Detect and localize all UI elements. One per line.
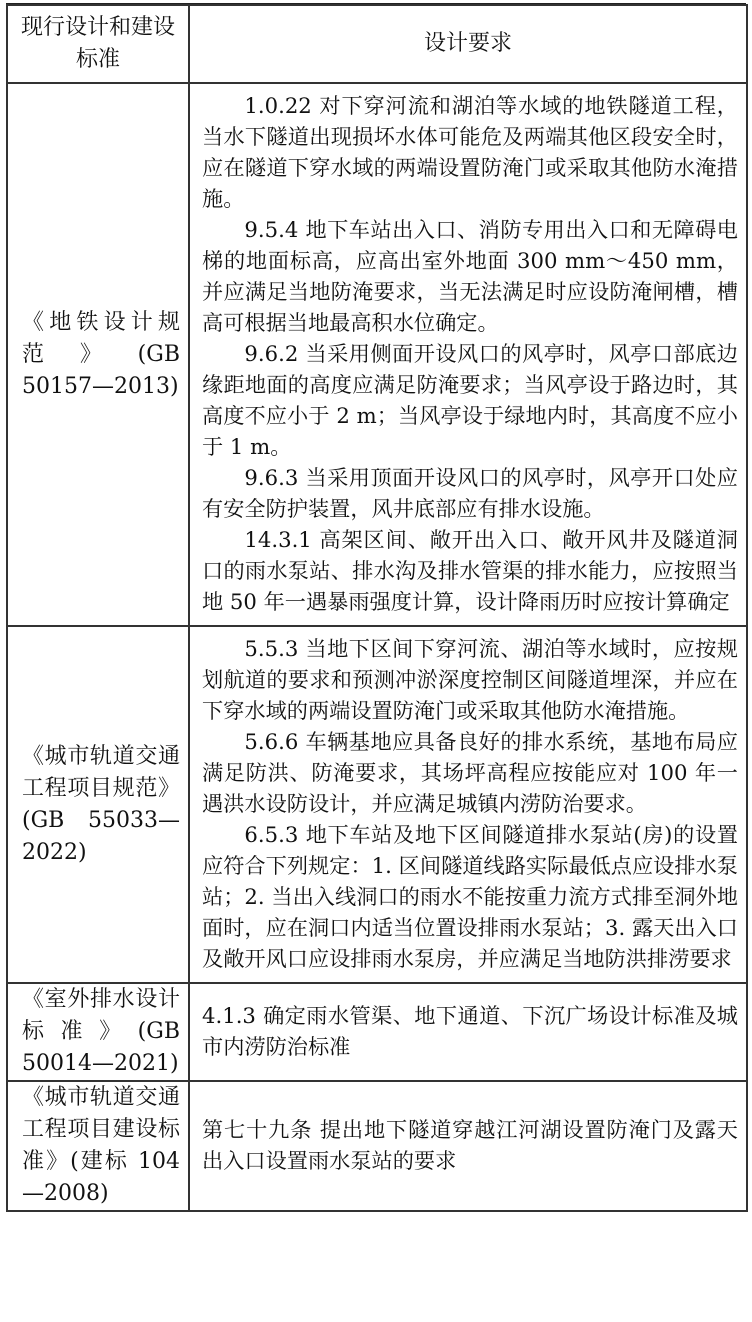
design-standards-table — [6, 4, 748, 1212]
requirement-clause: 4.1.3 确定雨水管渠、地下通道、下沉广场设计标准及城市内涝防治标准 — [202, 1003, 738, 1059]
requirement-clause: 5.5.3 当地下区间下穿河流、湖泊等水域时，应按规划航道的要求和预测冲淤深度控制区间隧道埋深，并应在下穿水域的两端设置防淹门或采取其他防水淹措施。 — [202, 636, 738, 723]
requirement-cell — [189, 1081, 747, 1211]
standard-cell: 《地铁设计规范》(GB 50157—2013) — [7, 83, 189, 626]
requirement-clause: 1.0.22 对下穿河流和湖泊等水域的地铁隧道工程，当水下隧道出现损坏水体可能危及两端其他区段安全时，应在隧道下穿水域的两端设置防淹门或采取其他防水淹措施。 — [202, 93, 738, 211]
standard-cell: 《城市轨道交通工程项目规范》(GB 55033—2022) — [7, 626, 189, 983]
requirement-cell — [189, 983, 747, 1081]
requirement-clause: 14.3.1 高架区间、敞开出入口、敞开风井及隧道洞口的雨水泵站、排水沟及排水管渠的排水能力，应按照当地 50 年一遇暴雨强度计算，设计降雨历时应按计算确定 — [202, 527, 738, 614]
requirement-clause: 5.6.6 车辆基地应具备良好的排水系统，基地布局应满足防洪、防淹要求，其场坪高程应按能应对 100 年一遇洪水设防设计，并应满足城镇内涝防治要求。 — [202, 729, 738, 816]
requirement-cell — [189, 626, 747, 983]
requirement-cell — [189, 83, 747, 626]
standard-cell: 《城市轨道交通工程项目建设标准》(建标 104—2008) — [7, 1081, 189, 1211]
requirement-clause: 9.6.3 当采用顶面开设风口的风亭时，风亭开口处应有安全防护装置，风井底部应有排水设施。 — [202, 465, 738, 521]
table-row — [7, 1081, 747, 1211]
requirement-clause: 第七十九条 提出地下隧道穿越江河湖设置防淹门及露天出入口设置雨水泵站的要求 — [202, 1117, 738, 1173]
requirement-clause: 9.5.4 地下车站出入口、消防专用出入口和无障碍电梯的地面标高，应高出室外地面 300 mm～450 mm，并应满足当地防淹要求，当无法满足时应设防淹闸槽，槽高可根据当地最高积水位确定。 — [202, 217, 738, 335]
header-requirement: 设计要求 — [189, 5, 747, 83]
requirement-clause: 9.6.2 当采用侧面开设风口的风亭时，风亭口部底边缘距地面的高度应满足防淹要求；当风亭设于路边时，其高度不应小于 2 m；当风亭设于绿地内时，其高度不应小于 1 m。 — [202, 341, 738, 459]
table-row — [7, 983, 747, 1081]
requirement-clause: 6.5.3 地下车站及地下区间隧道排水泵站(房)的设置应符合下列规定：1. 区间隧道线路实际最低点应设排水泵站；2. 当出入线洞口的雨水不能按重力流方式排至洞外地面时，应在洞口内适当位置设排雨水泵站；3. 露天出入口及敞开风口应设排雨水泵房，并应满足当地防洪排涝要求 — [202, 822, 738, 971]
table-header-row — [7, 5, 747, 83]
standard-cell: 《室外排水设计标准》(GB 50014—2021) — [7, 983, 189, 1081]
table-row — [7, 626, 747, 983]
table-row — [7, 83, 747, 626]
header-standard: 现行设计和建设标准 — [7, 5, 189, 83]
